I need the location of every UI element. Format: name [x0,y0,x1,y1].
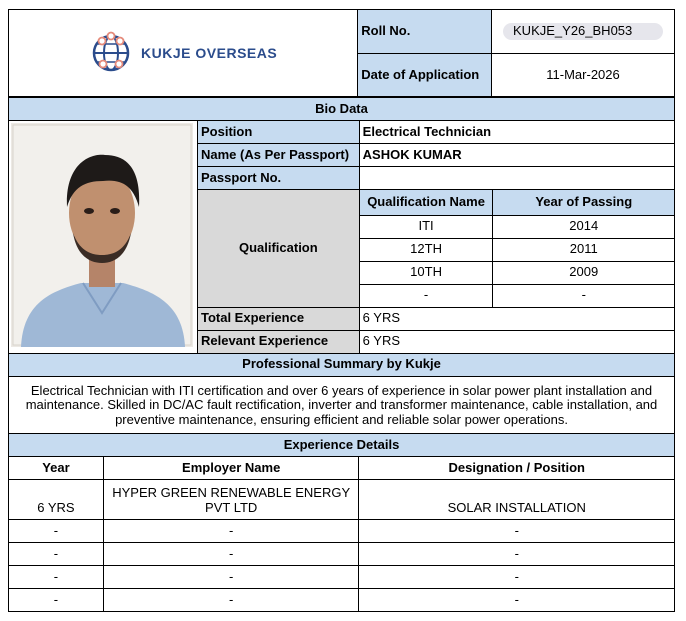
header-table [8,9,675,97]
date-value: 11-Mar-2026 [492,54,675,97]
exp-year: 6 YRS [9,480,104,520]
qual-year: 2009 [493,261,675,284]
experience-row [9,480,675,520]
bio-title: Bio Data [9,98,675,121]
photo-cell [9,121,198,354]
total-exp-value: 6 YRS [359,307,674,330]
exp-year: - [9,589,104,612]
experience-row [9,543,675,566]
qualification-label: Qualification [197,190,359,308]
roll-label: Roll No. [358,10,492,54]
exp-col-employer: Employer Name [103,457,359,480]
bio-table [8,97,675,436]
applicant-photo [11,123,193,347]
exp-employer: - [103,543,359,566]
exp-employer: - [103,589,359,612]
experience-row [9,520,675,543]
roll-value: KUKJE_Y26_BH053 [503,23,663,40]
total-exp-label: Total Experience [197,307,359,330]
logo-cell [9,10,358,97]
experience-table [8,433,675,612]
qual-year: 2011 [493,238,675,261]
qual-name: 12TH [359,238,493,261]
qual-year: - [493,284,675,307]
experience-row [9,566,675,589]
qual-name: 10TH [359,261,493,284]
exp-year: - [9,543,104,566]
qual-col-year: Year of Passing [493,190,675,216]
roll-value-cell [492,10,675,54]
relevant-exp-value: 6 YRS [359,330,674,353]
exp-designation: - [359,520,675,543]
position-label: Position [197,121,359,144]
exp-designation: SOLAR INSTALLATION [359,480,675,520]
passport-value [359,167,674,190]
company-logo [12,31,354,75]
experience-row [9,589,675,612]
exp-year: - [9,520,104,543]
exp-employer: - [103,566,359,589]
position-value: Electrical Technician [359,121,674,144]
name-label: Name (As Per Passport) [197,144,359,167]
experience-title: Experience Details [9,434,675,457]
company-name: KUKJE OVERSEAS [141,44,278,61]
exp-col-year: Year [9,457,104,480]
exp-year: - [9,566,104,589]
qual-year: 2014 [493,215,675,238]
exp-designation: - [359,543,675,566]
exp-employer: HYPER GREEN RENEWABLE ENERGY PVT LTD [103,480,359,520]
qual-col-name: Qualification Name [359,190,493,216]
exp-employer: - [103,520,359,543]
exp-designation: - [359,566,675,589]
summary-title: Professional Summary by Kukje [9,353,675,376]
qual-name: ITI [359,215,493,238]
exp-col-designation: Designation / Position [359,457,675,480]
globe-icon [89,31,133,75]
exp-designation: - [359,589,675,612]
relevant-exp-label: Relevant Experience [197,330,359,353]
name-value: ASHOK KUMAR [359,144,674,167]
passport-label: Passport No. [197,167,359,190]
summary-text: Electrical Technician with ITI certification and over 6 years of experience in solar power plant installation and maintenance. Skilled in DC/AC fault rectification, inverter and transformer maintenance, cable installation, and preventive maintenance, ensuring efficient and reliable solar power operations. [9,376,675,435]
qual-name: - [359,284,493,307]
date-label: Date of Application [358,54,492,97]
